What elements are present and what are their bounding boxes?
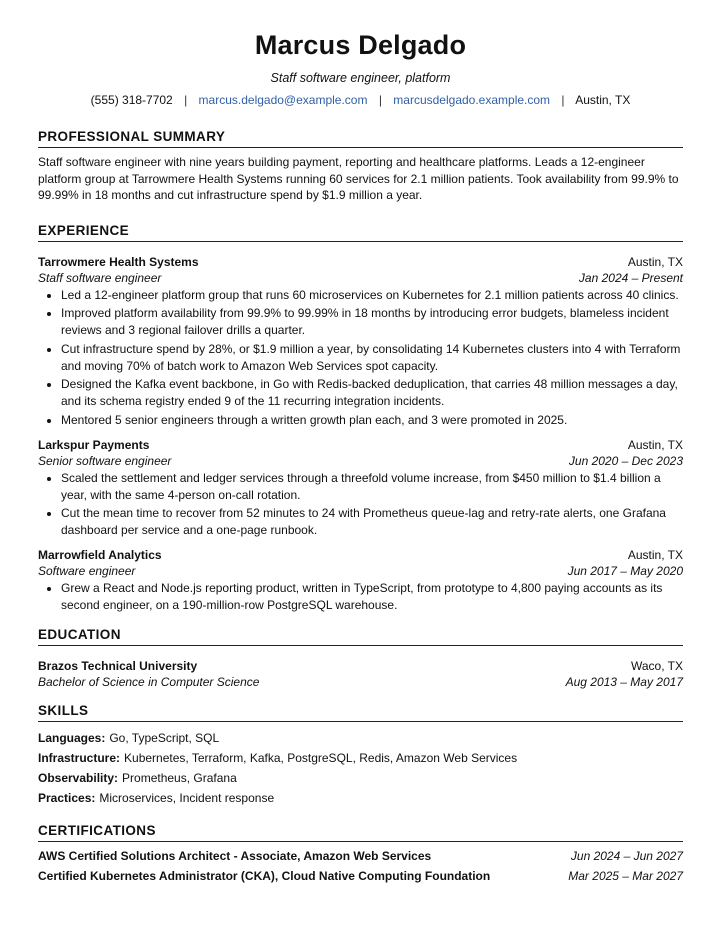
bullet-item: • Scaled the settlement and ledger services through a threefold volume increase, from $450 million to $1.4 billion a year, with the same 4-person on-call rotation. xyxy=(61,470,683,504)
section-heading: EDUCATION xyxy=(38,626,683,646)
bullet-item: • Cut the mean time to recover from 52 minutes to 24 with Prometheus queue-lag and retry-rate alerts, one Grafana dashboard per service and a one-page runbook. xyxy=(61,505,683,539)
experience-section xyxy=(38,222,683,615)
job-title: Software engineer xyxy=(38,564,136,578)
job-dates: Jan 2024 – Present xyxy=(578,270,683,285)
resume-page xyxy=(38,28,683,886)
skill-category: Observability: xyxy=(38,771,119,785)
certification-row xyxy=(38,866,683,886)
contact-line xyxy=(38,92,683,108)
phone-number: (555) 318-7702 xyxy=(90,93,173,107)
certifications-section xyxy=(38,822,683,886)
bullet-item: • Led a 12-engineer platform group that runs 60 microservices on Kubernetes for 2.1 million patients across 40 clinics. xyxy=(61,287,683,304)
contact-separator: | xyxy=(378,93,382,107)
certification-dates: Jun 2024 – Jun 2027 xyxy=(570,849,683,863)
certification-name: Certified Kubernetes Administrator (CKA), Cloud Native Computing Foundation xyxy=(38,869,491,883)
certification-dates: Mar 2025 – Mar 2027 xyxy=(568,869,683,883)
section-heading: CERTIFICATIONS xyxy=(38,822,683,842)
certification-name: AWS Certified Solutions Architect - Associate, Amazon Web Services xyxy=(38,849,432,863)
skill-values: Prometheus, Grafana xyxy=(122,771,237,785)
company-name: Marrowfield Analytics xyxy=(38,548,162,562)
certifications-list xyxy=(38,846,683,886)
job-location: Austin, TX xyxy=(627,548,683,562)
education-dates: Aug 2013 – May 2017 xyxy=(565,675,683,689)
job-entry xyxy=(38,437,683,540)
school-name: Brazos Technical University xyxy=(38,659,198,673)
company-name: Tarrowmere Health Systems xyxy=(38,254,199,269)
skills-list xyxy=(38,728,683,808)
skill-values: Kubernetes, Terraform, Kafka, PostgreSQL, Redis, Amazon Web Services xyxy=(124,751,518,765)
school-location: Waco, TX xyxy=(630,659,683,673)
company-name: Larkspur Payments xyxy=(38,437,150,452)
skill-row xyxy=(38,728,683,748)
website-link[interactable]: marcusdelgado.example.com xyxy=(393,93,551,107)
summary-section xyxy=(38,128,683,204)
job-entry xyxy=(38,547,683,614)
candidate-tagline: Staff software engineer, platform xyxy=(270,71,451,85)
summary-text: Staff software engineer with nine years building payment, reporting and healthcare platforms. Leads a 12-engineer platform group at Tarrowmere Health Systems running 60 services for 2.1 million patients. Took availability from 99.9% to 99.99% in 18 months and cut infrastructure spend by $1.9 million a year. xyxy=(38,155,679,202)
job-dates: Jun 2017 – May 2020 xyxy=(567,564,683,578)
certification-row xyxy=(38,846,683,866)
section-heading: SKILLS xyxy=(38,702,683,722)
degree: Bachelor of Science in Computer Science xyxy=(38,675,260,689)
skill-row xyxy=(38,788,683,808)
skill-values: Go, TypeScript, SQL xyxy=(109,731,220,745)
email-link[interactable]: marcus.delgado@example.com xyxy=(198,93,368,107)
bullet-item: • Designed the Kafka event backbone, in Go with Redis-backed deduplication, that carries 48 million messages a day, and its schema registry ended 9 of the 11 recurring integration incidents. xyxy=(61,376,683,410)
bullet-item: • Cut infrastructure spend by 28%, or $1.9 million a year, by consolidating 14 Kubernetes clusters into 4 with Terraform and moving 70% of batch work to Amazon Web Services spot capacity. xyxy=(61,341,683,375)
contact-separator: | xyxy=(561,93,565,107)
skill-category: Infrastructure: xyxy=(38,751,121,765)
section-heading: EXPERIENCE xyxy=(38,222,683,242)
job-location: Austin, TX xyxy=(627,437,683,452)
skills-section xyxy=(38,702,683,808)
job-entry xyxy=(38,254,683,429)
job-title: Senior software engineer xyxy=(38,453,172,468)
bullet-item: • Grew a React and Node.js reporting product, written in TypeScript, from prototype to 4,800 paying accounts as its second engineer, on a 190-million-row PostgreSQL warehouse. xyxy=(61,580,683,614)
job-bullets xyxy=(38,580,683,614)
skill-values: Microservices, Incident response xyxy=(99,791,275,805)
job-location: Austin, TX xyxy=(627,254,683,269)
skill-row xyxy=(38,748,683,768)
skill-row xyxy=(38,768,683,788)
bullet-item: • Improved platform availability from 99.9% to 99.99% in 18 months by introducing error budgets, blameless incident reviews and 3 regional failover drills a quarter. xyxy=(61,305,683,339)
section-heading: PROFESSIONAL SUMMARY xyxy=(38,128,683,148)
job-dates: Jun 2020 – Dec 2023 xyxy=(568,453,683,468)
education-section xyxy=(38,626,683,690)
job-bullets xyxy=(38,470,683,540)
skill-category: Practices: xyxy=(38,791,96,805)
location: Austin, TX xyxy=(575,93,631,107)
job-bullets xyxy=(38,287,683,429)
bullet-item: • Mentored 5 senior engineers through a written growth plan each, and 3 were promoted in 2025. xyxy=(61,412,683,429)
contact-separator: | xyxy=(184,93,188,107)
skill-category: Languages: xyxy=(38,731,106,745)
education-entry xyxy=(38,658,683,690)
job-title: Staff software engineer xyxy=(38,270,162,285)
candidate-name: Marcus Delgado xyxy=(254,30,467,60)
